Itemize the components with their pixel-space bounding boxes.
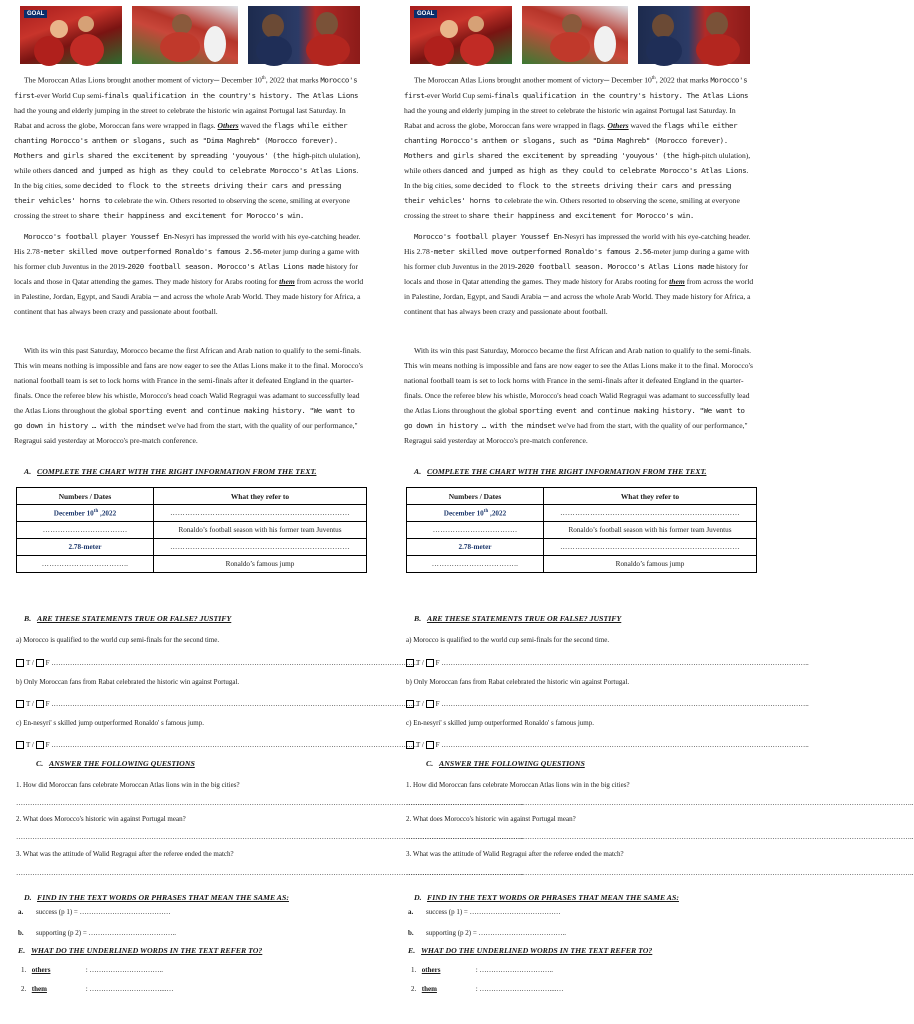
synonym-item-a[interactable]: a. success (p 1) = ………………………………… bbox=[408, 908, 561, 916]
refer-item-them[interactable]: 2. them : …………………………....… bbox=[21, 985, 174, 993]
text-paragraph-1: The Moroccan Atlas Lions brought another moment of victory─ December 10th, 2022 that marks Morocco's first-ever World Cup semi-finals qualification in the country's history. The Atlas Lions had the young and elderly jumping in the street to celebrate the historic win against Portugal last Saturday. In Rabat and across the globe, Moroccan fans were wrapped in flags. Others waved the flags while either chanting Morocco's anthem or slogans, such as "Dima Maghreb" (Morocco forever). Mothers and girls shared the excitement by spreading 'youyous' (the high-pitch ululation), while others danced and jumped as high as they could to celebrate Morocco's Atlas Lions. In the big cities, some decided to flock to the streets driving their cars and pressing their vehicles' horns to celebrate the win. Others resorted to observing the scene, smiling at everyone crossing the street to share their happiness and excitement for Morocco's win. bbox=[404, 75, 751, 220]
refer-item-others[interactable]: 1. others : ………………………….. bbox=[411, 966, 553, 974]
true-checkbox[interactable] bbox=[16, 700, 24, 708]
table-row: ……………………………. Ronaldo’s football season with his former team Juventus bbox=[407, 522, 757, 539]
answer-blank[interactable]: ……………………………. bbox=[407, 522, 544, 539]
true-checkbox[interactable] bbox=[16, 741, 24, 749]
info-chart bbox=[406, 487, 757, 573]
answer-blank[interactable]: ……………………………………………………………… bbox=[154, 505, 367, 522]
answer-blank[interactable]: ……………………………………………………………… bbox=[544, 539, 757, 556]
false-checkbox[interactable] bbox=[36, 659, 44, 667]
statement-b: b) Only Moroccan fans from Rabat celebrated the historic win against Portugal. bbox=[406, 678, 630, 686]
info-chart bbox=[16, 487, 367, 573]
true-false-line-a[interactable]: T / F ………………………………………………………………………………………………………………………………………….. bbox=[406, 659, 756, 667]
answer-blank[interactable]: ……………………………………………………………… bbox=[544, 505, 757, 522]
synonym-item-b[interactable]: b. supporting (p 2) = ……………………………….. bbox=[408, 929, 567, 937]
synonym-item-b[interactable]: b. supporting (p 2) = ……………………………….. bbox=[18, 929, 177, 937]
section-e-heading: E. WHAT DO THE UNDERLINED WORDS IN THE TEXT REFER TO? bbox=[18, 946, 263, 955]
section-a-heading: A. COMPLETE THE CHART WITH THE RIGHT INFORMATION FROM THE TEXT. bbox=[414, 467, 707, 476]
table-row: December 10th ,2022 ……………………………………………………………… bbox=[407, 505, 757, 522]
statement-c: c) En-nesyri' s skilled jump outperformed Ronaldo' s famous jump. bbox=[406, 719, 594, 727]
underlined-word-them: them bbox=[669, 277, 685, 286]
chart-header-refer: What they refer to bbox=[154, 488, 367, 505]
table-row: 2.78-meter ……………………………………………………………… bbox=[17, 539, 367, 556]
worksheet-copy-right bbox=[402, 0, 914, 1024]
section-c-heading: C. ANSWER THE FOLLOWING QUESTIONS bbox=[426, 759, 585, 768]
answer-line-3[interactable]: ……………………………………………………………………………………………………………………………………………………………………………………………….. bbox=[406, 869, 914, 877]
true-false-line-b[interactable]: T / F ………………………………………………………………………………………………………………………………………….. bbox=[16, 700, 366, 708]
answer-blank[interactable]: …………………………….. bbox=[17, 556, 154, 573]
text-paragraph-3: With its win this past Saturday, Morocco became the first African and Arab nation to qualify to the semi-finals. This win means nothing is impossible and fans are now eager to see the Atlas Lions make it to the final. Morocco's national football team is set to lock horns with France in the semi-finals after it defeated England in the quarter-finals. Once the referee blew his whistle, Morocco's head coach Walid Regragui was adamant to successfully lead the Atlas Lions throughout the global sporting event and continue making history. "We want to go down in history … with the mindset we've had from the start, with the quality of our performance," Regragui said yesterday at Morocco's pre-match conference. bbox=[14, 346, 363, 445]
true-false-line-a[interactable]: T / F ………………………………………………………………………………………………………………………………………….. bbox=[16, 659, 366, 667]
table-row: 2.78-meter ……………………………………………………………… bbox=[407, 539, 757, 556]
synonym-item-a[interactable]: a. success (p 1) = ………………………………… bbox=[18, 908, 171, 916]
text-paragraph-2: Morocco's football player Youssef En-Nesyri has impressed the world with his eye-catching header. His 2.78-meter skilled move outperformed Ronaldo's famous 2.56-meter jump during a game with his former club Juventus in the 2019-2020 football season. Morocco's Atlas Lions made history for locals and those in Qatar attending the games. They made history for Arabs rooting for them from across the world in Palestine, Jordan, Egypt, and Saudi Arabia ─ and across the whole Arab World. They made history for Africa, a continent that has always been crazy and passionate about football. bbox=[14, 232, 364, 316]
section-c-heading: C. ANSWER THE FOLLOWING QUESTIONS bbox=[36, 759, 195, 768]
question-1: 1. How did Moroccan fans celebrate Moroccan Atlas lions win in the big cities? bbox=[406, 781, 630, 789]
section-e-heading: E. WHAT DO THE UNDERLINED WORDS IN THE TEXT REFER TO? bbox=[408, 946, 653, 955]
answer-line-1[interactable]: ……………………………………………………………………………………………………………………………………………………………………………………………….. bbox=[406, 799, 914, 807]
true-checkbox[interactable] bbox=[406, 700, 414, 708]
section-b-heading: B. ARE THESE STATEMENTS TRUE OR FALSE? JUSTIFY bbox=[24, 614, 232, 623]
text-paragraph-2: Morocco's football player Youssef En-Nesyri has impressed the world with his eye-catching header. His 2.78-meter skilled move outperformed Ronaldo's famous 2.56-meter jump during a game with his former club Juventus in the 2019-2020 football season. Morocco's Atlas Lions made history for locals and those in Qatar attending the games. They made history for Arabs rooting for them from across the world in Palestine, Jordan, Egypt, and Saudi Arabia ─ and across the whole Arab World. They made history for Africa, a continent that has always been crazy and passionate about football. bbox=[404, 232, 754, 316]
statement-a: a) Morocco is qualified to the world cup semi-finals for the second time. bbox=[16, 636, 220, 644]
match-action-photo bbox=[132, 6, 238, 64]
section-d-heading: D. FIND IN THE TEXT WORDS OR PHRASES THAT MEAN THE SAME AS: bbox=[414, 893, 679, 902]
false-checkbox[interactable] bbox=[426, 659, 434, 667]
celebration-photo bbox=[410, 6, 512, 64]
text-paragraph-1: The Moroccan Atlas Lions brought another moment of victory─ December 10th, 2022 that marks Morocco's first-ever World Cup semi-finals qualification in the country's history. The Atlas Lions had the young and elderly jumping in the street to celebrate the historic win against Portugal last Saturday. In Rabat and across the globe, Moroccan fans were wrapped in flags. Others waved the flags while either chanting Morocco's anthem or slogans, such as "Dima Maghreb" (Morocco forever). Mothers and girls shared the excitement by spreading 'youyous' (the high-pitch ululation), while others danced and jumped as high as they could to celebrate Morocco's Atlas Lions. In the big cities, some decided to flock to the streets driving their cars and pressing their vehicles' horns to celebrate the win. Others resorted to observing the scene, smiling at everyone crossing the street to share their happiness and excitement for Morocco's win. bbox=[14, 75, 361, 220]
question-2: 2. What does Morocco's historic win against Portugal mean? bbox=[406, 815, 576, 823]
section-a-heading: A. COMPLETE THE CHART WITH THE RIGHT INFORMATION FROM THE TEXT. bbox=[24, 467, 317, 476]
section-b-heading: B. ARE THESE STATEMENTS TRUE OR FALSE? JUSTIFY bbox=[414, 614, 622, 623]
true-false-line-c[interactable]: T / F ………………………………………………………………………………………………………………………………………….. bbox=[16, 741, 366, 749]
table-row: …………………………….. Ronaldo’s famous jump bbox=[407, 556, 757, 573]
chart-header-numbers: Numbers / Dates bbox=[17, 488, 154, 505]
underlined-word-them: them bbox=[279, 277, 295, 286]
text-paragraph-3: With its win this past Saturday, Morocco became the first African and Arab nation to qualify to the semi-finals. This win means nothing is impossible and fans are now eager to see the Atlas Lions make it to the final. Morocco's national football team is set to lock horns with France in the semi-finals after it defeated England in the quarter-finals. Once the referee blew his whistle, Morocco's head coach Walid Regragui was adamant to successfully lead the Atlas Lions throughout the global sporting event and continue making history. "We want to go down in history … with the mindset we've had from the start, with the quality of our performance," Regragui said yesterday at Morocco's pre-match conference. bbox=[404, 346, 753, 445]
refer-item-them[interactable]: 2. them : …………………………....… bbox=[411, 985, 564, 993]
answer-blank[interactable]: ……………………………………………………………… bbox=[154, 539, 367, 556]
false-checkbox[interactable] bbox=[426, 700, 434, 708]
header-photos bbox=[20, 6, 360, 64]
question-3: 3. What was the attitude of Walid Regragui after the referee ended the match? bbox=[16, 850, 234, 858]
section-d-heading: D. FIND IN THE TEXT WORDS OR PHRASES THAT MEAN THE SAME AS: bbox=[24, 893, 289, 902]
statement-b: b) Only Moroccan fans from Rabat celebrated the historic win against Portugal. bbox=[16, 678, 240, 686]
underlined-word-others: Others bbox=[607, 120, 629, 130]
answer-blank[interactable]: …………………………….. bbox=[407, 556, 544, 573]
question-2: 2. What does Morocco's historic win against Portugal mean? bbox=[16, 815, 186, 823]
header-photos bbox=[410, 6, 750, 64]
chart-header-refer: What they refer to bbox=[544, 488, 757, 505]
goal-logo: GOAL bbox=[414, 10, 437, 18]
false-checkbox[interactable] bbox=[36, 741, 44, 749]
goal-logo: GOAL bbox=[24, 10, 47, 18]
answer-line-2[interactable]: ……………………………………………………………………………………………………………………………………………………………………………………………….. bbox=[16, 833, 524, 841]
question-3: 3. What was the attitude of Walid Regragui after the referee ended the match? bbox=[406, 850, 624, 858]
true-false-line-b[interactable]: T / F ………………………………………………………………………………………………………………………………………….. bbox=[406, 700, 756, 708]
true-checkbox[interactable] bbox=[406, 741, 414, 749]
players-photo bbox=[638, 6, 750, 64]
underlined-word-others: Others bbox=[217, 120, 239, 130]
true-checkbox[interactable] bbox=[406, 659, 414, 667]
refer-item-others[interactable]: 1. others : ………………………….. bbox=[21, 966, 163, 974]
true-checkbox[interactable] bbox=[16, 659, 24, 667]
celebration-photo bbox=[20, 6, 122, 64]
players-photo bbox=[248, 6, 360, 64]
answer-line-2[interactable]: ……………………………………………………………………………………………………………………………………………………………………………………………….. bbox=[406, 833, 914, 841]
worksheet-copy-left bbox=[12, 0, 524, 1024]
table-row: …………………………….. Ronaldo’s famous jump bbox=[17, 556, 367, 573]
question-1: 1. How did Moroccan fans celebrate Moroccan Atlas lions win in the big cities? bbox=[16, 781, 240, 789]
false-checkbox[interactable] bbox=[426, 741, 434, 749]
statement-a: a) Morocco is qualified to the world cup semi-finals for the second time. bbox=[406, 636, 610, 644]
true-false-line-c[interactable]: T / F ………………………………………………………………………………………………………………………………………….. bbox=[406, 741, 756, 749]
false-checkbox[interactable] bbox=[36, 700, 44, 708]
match-action-photo bbox=[522, 6, 628, 64]
table-row: ……………………………. Ronaldo’s football season with his former team Juventus bbox=[17, 522, 367, 539]
statement-c: c) En-nesyri' s skilled jump outperformed Ronaldo' s famous jump. bbox=[16, 719, 204, 727]
chart-header-numbers: Numbers / Dates bbox=[407, 488, 544, 505]
answer-line-1[interactable]: ……………………………………………………………………………………………………………………………………………………………………………………………….. bbox=[16, 799, 524, 807]
table-row: December 10th ,2022 ……………………………………………………………… bbox=[17, 505, 367, 522]
answer-line-3[interactable]: ……………………………………………………………………………………………………………………………………………………………………………………………….. bbox=[16, 869, 524, 877]
answer-blank[interactable]: ……………………………. bbox=[17, 522, 154, 539]
